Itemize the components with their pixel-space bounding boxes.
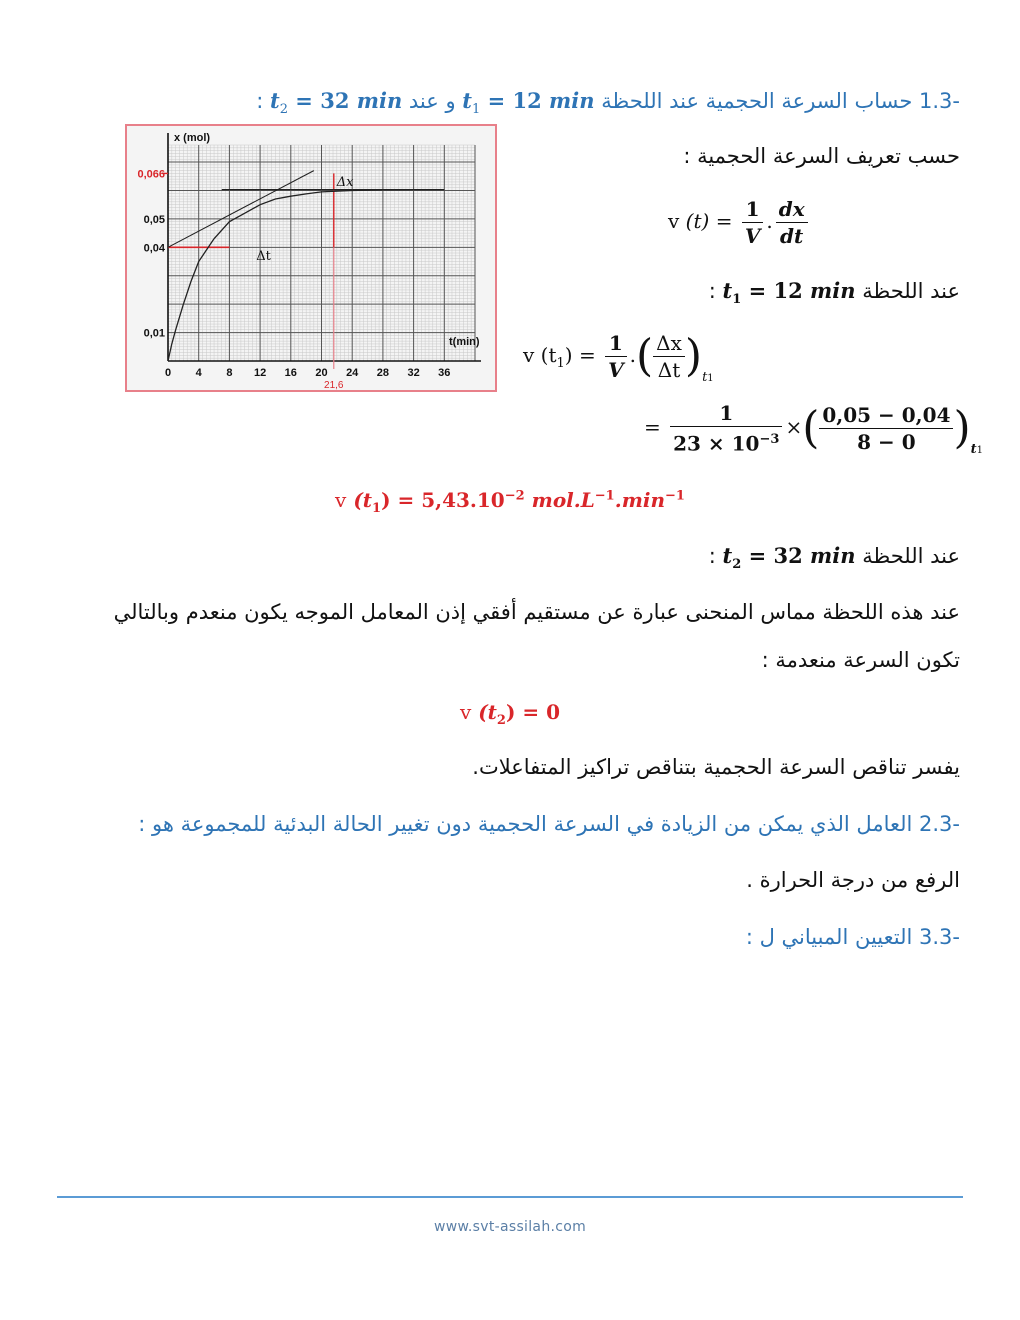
- definition-equation: v (t) = $\frac{1}{V}$ . $\frac{dx}{dt}$: [668, 196, 811, 249]
- q23-title: -2.3 العامل الذي يمكن من الزيادة في السرعة الحجمية دون تغيير الحالة البدئية للمجموعة هو :: [138, 812, 960, 836]
- at-t2-label: عند اللحظة $t_2 = 32$ min :: [708, 543, 960, 573]
- x-tick-label: 4: [195, 367, 202, 379]
- q33-title: -3.3 التعيين المبياني ل :: [745, 925, 960, 949]
- footer-divider: [57, 1196, 963, 1198]
- delta-t-label: Δt: [256, 249, 271, 265]
- y-tick-label: 0,066: [137, 168, 165, 181]
- definition-intro: حسب تعريف السرعة الحجمية :: [683, 144, 960, 168]
- footer-url[interactable]: www.svt-assilah.com: [433, 1219, 587, 1235]
- x-axis-label: t(min): [449, 336, 480, 348]
- x-tick-label: 32: [407, 367, 420, 379]
- y-tick-label: 0,05: [143, 213, 165, 226]
- y-tick-label: 0,01: [143, 327, 165, 340]
- result-t1: v $(t_1) = 5,43.10^{-2}$ $mol.L^{-1}.\min^{-1}$: [335, 488, 685, 516]
- q23-answer: الرفع من درجة الحرارة .: [746, 868, 960, 892]
- q13-title: -1.3 حساب السرعة الحجمية عند اللحظة $t_1 = 12$ min و عند $t_2 = 32$ min :: [256, 88, 960, 118]
- x-tick-label: 0: [164, 367, 172, 379]
- x-tick-label: 8: [226, 367, 233, 379]
- at-t1-label: عند اللحظة $t_1 = 12$ min :: [708, 278, 960, 308]
- x-tick-label: 20: [315, 367, 328, 379]
- delta-x-label: Δx: [336, 175, 354, 191]
- result-t2: v $(t_2) = 0$: [459, 700, 561, 728]
- tangent-text-2: تكون السرعة منعدمة :: [761, 648, 960, 672]
- reaction-progress-chart: [125, 124, 497, 392]
- calc-t1-line2: = $\frac{1}{23 \times 10^{-3}}$ ×( $\frac{0,05 - 0,04}{8 - 0}$ )$_{t1}$: [644, 401, 984, 457]
- x-tick-label: 12: [253, 367, 267, 379]
- marker-label-x: 21,6: [324, 380, 344, 391]
- x-tick-label: 24: [346, 367, 359, 379]
- explain-text: يفسر تناقص السرعة الحجمية بتناقص تراكيز المتفاعلات.: [472, 755, 960, 779]
- x-tick-label: 16: [284, 367, 297, 379]
- tangent-text-1: عند هذه اللحظة مماس المنحنى عبارة عن مستقيم أفقي إذن المعامل الموجه يكون منعدم وبالتالي: [113, 600, 960, 624]
- calc-t1-line1: v $(t_1)$ = $\frac{1}{V}$ .( $\frac{\Delta x}{\Delta t}$ )$_{t1}$: [523, 330, 714, 385]
- y-axis-label: x (mol): [174, 132, 211, 144]
- x-tick-label: 36: [438, 367, 451, 379]
- x-tick-label: 28: [376, 367, 390, 379]
- y-tick-label: 0,04: [143, 242, 165, 255]
